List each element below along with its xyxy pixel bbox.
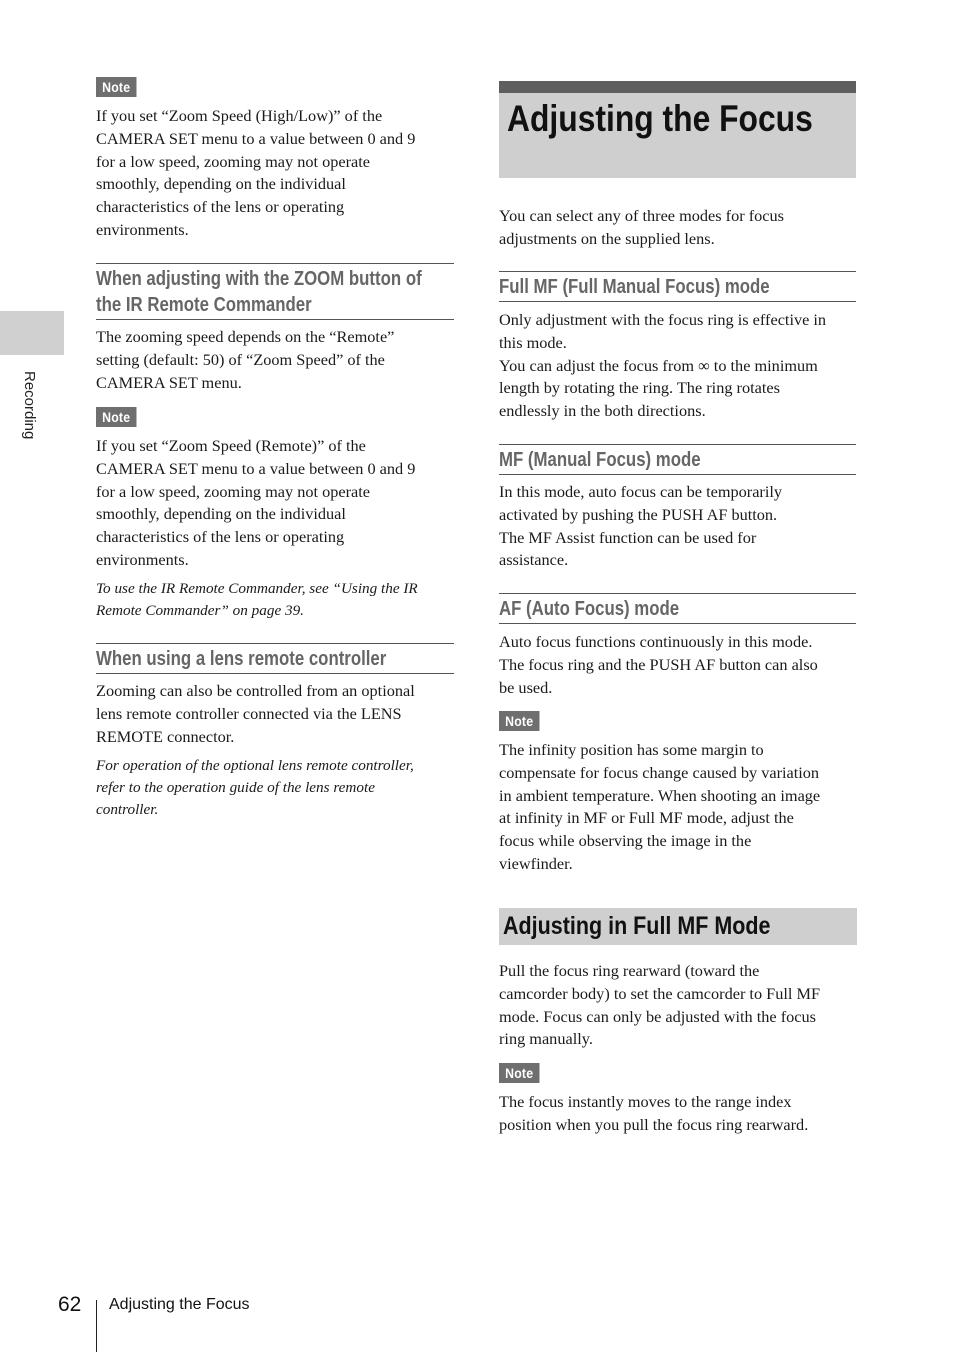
subsection-title: Adjusting in Full MF Mode — [503, 912, 771, 940]
note-text: If you set “Zoom Speed (Remote)” of the CAMERA SET menu to a value between 0 and 9 for a low speed, zooming may not operate smoothly, depending on the individual characteristics of the lens or operating environments. — [96, 436, 416, 569]
note-text: The infinity position has some margin to compensate for focus change caused by variation in ambient temperature. When shooting an image at infinity in MF or Full MF mode, adjust the focus while observing the image in the viewfinder. — [499, 740, 821, 873]
note-text: If you set “Zoom Speed (High/Low)” of the CAMERA SET menu to a value between 0 and 9 for a low speed, zooming may not operate smoothly, depending on the individual characteristics of the lens or operating environments. — [96, 106, 416, 239]
running-title: Adjusting the Focus — [109, 1296, 250, 1313]
section-tab-label: Recording — [21, 371, 38, 440]
subsection-title-box — [499, 908, 857, 945]
page-title: Adjusting the Focus — [507, 98, 813, 139]
section-body: Auto focus functions continuously in this mode. The focus ring and the PUSH AF button can also be used. — [499, 632, 818, 697]
section-heading: AF (Auto Focus) mode — [499, 593, 856, 624]
page-title-box — [499, 81, 856, 178]
note-badge: Note — [499, 711, 545, 731]
section-body: Zooming can also be controlled from an optional lens remote controller connected via the LENS REMOTE connector. — [96, 681, 415, 746]
intro-text: You can select any of three modes for focus adjustments on the supplied lens. — [499, 206, 784, 248]
section-heading: When using a lens remote controller — [96, 643, 454, 674]
page-number: 62 — [58, 1293, 82, 1316]
section-body: Only adjustment with the focus ring is effective in this mode. You can adjust the focus from ∞ to the minimum length by rotating the ring. The ring rotates endlessly in the both directions. — [499, 310, 827, 421]
section-heading: MF (Manual Focus) mode — [499, 444, 856, 475]
page-reference: For operation of the optional lens remote controller, refer to the operation guide of the lens remote controller. — [96, 757, 414, 818]
section-body: In this mode, auto focus can be temporarily activated by pushing the PUSH AF button. The MF Assist function can be used for assistance. — [499, 482, 783, 570]
section-tab — [0, 311, 64, 355]
section-body: Pull the focus ring rearward (toward the camcorder body) to set the camcorder to Full MF mode. Focus can only be adjusted with the focus ring manually. — [499, 961, 821, 1049]
note-text: The focus instantly moves to the range index position when you pull the focus ring rearward. — [499, 1092, 809, 1134]
section-heading: When adjusting with the ZOOM button of the IR Remote Commander — [96, 263, 454, 320]
note-badge: Note — [96, 77, 142, 97]
footer-divider — [96, 1300, 97, 1352]
page-reference: To use the IR Remote Commander, see “Using the IR Remote Commander” on page 39. — [96, 580, 418, 619]
section-body: The zooming speed depends on the “Remote” setting (default: 50) of “Zoom Speed” of the CAMERA SET menu. — [96, 327, 395, 392]
section-heading: Full MF (Full Manual Focus) mode — [499, 271, 856, 302]
note-badge: Note — [499, 1063, 545, 1083]
note-badge: Note — [96, 407, 142, 427]
